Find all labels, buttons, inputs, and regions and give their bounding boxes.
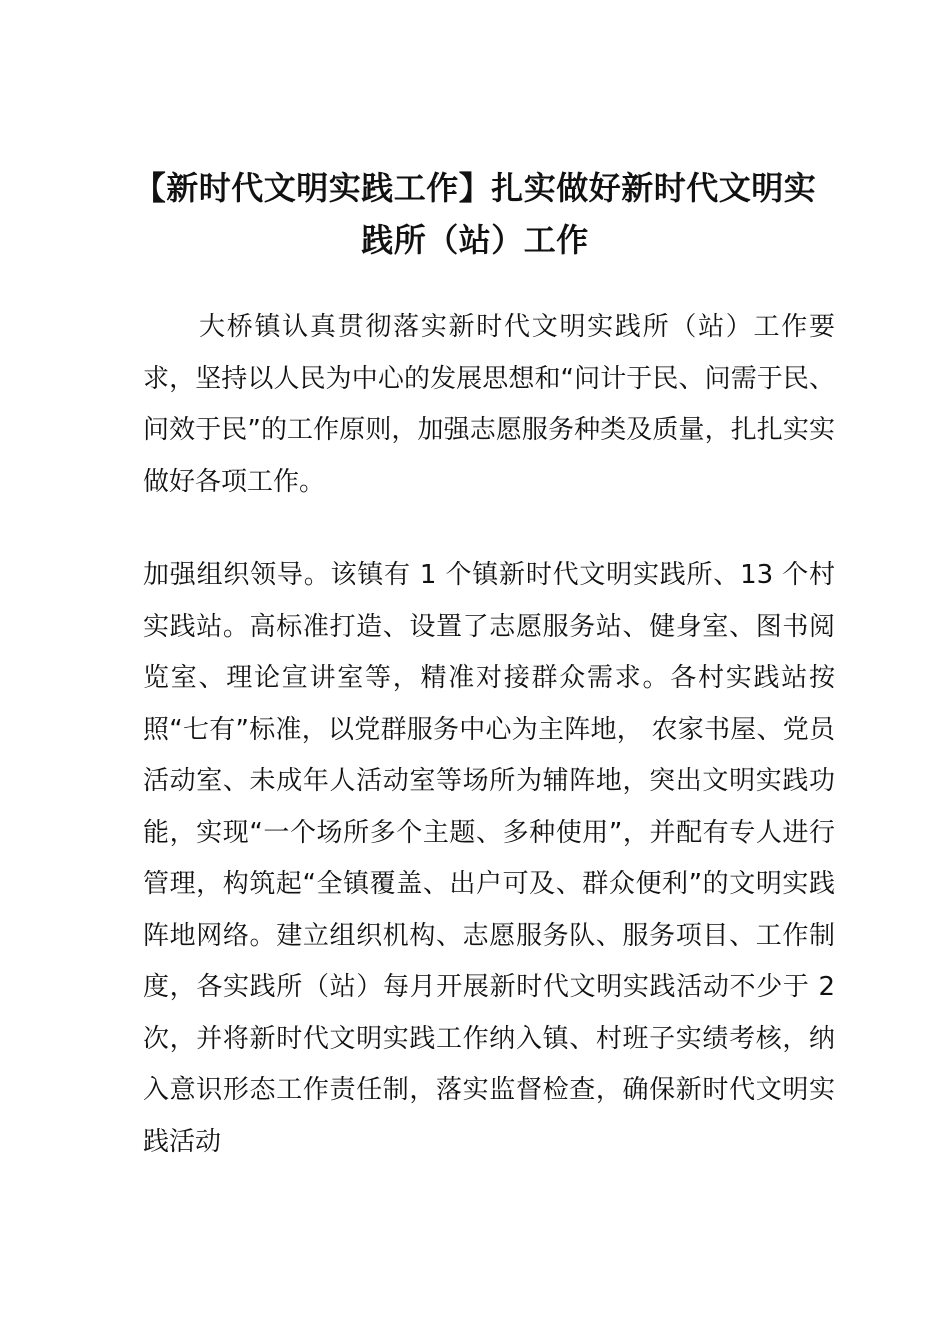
intro-paragraph: 大桥镇认真贯彻落实新时代文明实践所（站）工作要求，坚持以人民为中心的发展思想和“问计于民、问需于民、问效于民”的工作原则，加强志愿服务种类及质量，扎扎实实做好各项工作。 [143, 312, 835, 497]
document-title: 【新时代文明实践工作】扎实做好新时代文明实践所（站）工作 [133, 169, 817, 259]
organization-paragraph: 加强组织领导。该镇有 1 个镇新时代文明实践所、13 个村实践站。高标准打造、设置了志愿服务站、健身室、图书阅览室、理论宣讲室等，精准对接群众需求。各村实践站按照“七有”标准，以党群服务中心为主阵地， 农家书屋、党员活动室、未成年人活动室等场所为辅阵地，突出文明实践功能，实现“一个场所多个主题、多种使用”，并配有专人进行管理，构筑起“全镇覆盖、出户可及、群众便利”的文明实践阵地网络。建立组织机构、志愿服务队、服务项目、工作制度，各实践所（站）每月开展新时代文明实践活动不少于 2 次，并将新时代文明实践工作纳入镇、村班子实绩考核，纳入意识形态工作责任制，落实监督检查，确保新时代文明实践活动 [143, 560, 835, 1157]
